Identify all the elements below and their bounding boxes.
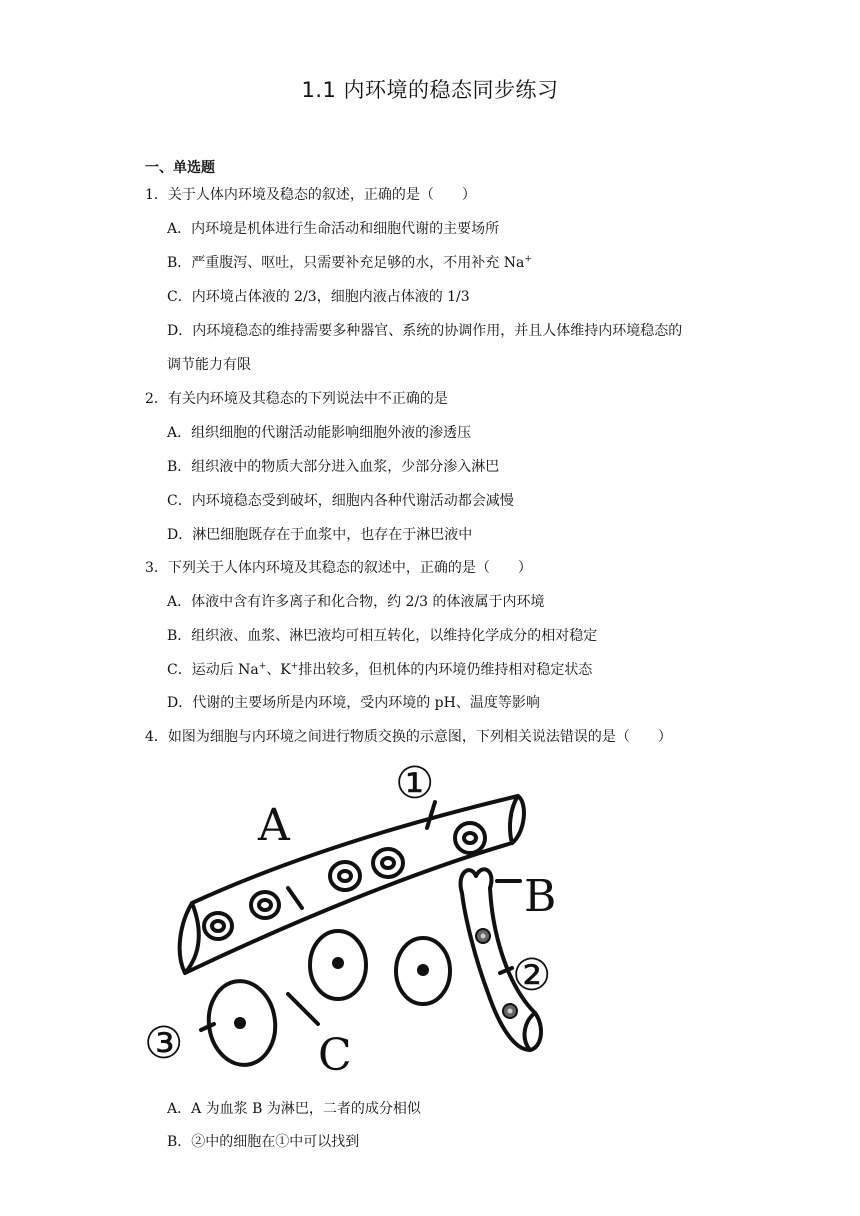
question-1-option-c: C．内环境占体液的 2/3，细胞内液占体液的 1/3 (167, 289, 470, 305)
label-a: A (258, 800, 290, 851)
label-three: ③ (144, 1018, 184, 1069)
label-b: B (524, 871, 557, 922)
question-3-stem: 3．下列关于人体内环境及其稳态的叙述中，正确的是（ ） (145, 560, 532, 576)
k-superscript: + (290, 661, 299, 672)
label-two: ② (512, 950, 552, 1001)
page-title: 1.1 内环境的稳态同步练习 (301, 78, 559, 102)
na-superscript: + (258, 661, 267, 672)
question-3-option-b: B．组织液、血浆、淋巴液均可相互转化，以维持化学成分的相对稳定 (167, 628, 598, 644)
label-c: C (318, 1030, 352, 1078)
question-1-option-d-continued: 调节能力有限 (167, 357, 251, 373)
cell-nucleus (332, 957, 344, 969)
cell-nucleus (234, 1017, 246, 1029)
question-3-option-c (167, 660, 592, 680)
question-2-option-b: B．组织液中的物质大部分进入血浆，少部分渗入淋巴 (167, 459, 500, 475)
question-4-option-a: A．A 为血浆 B 为淋巴，二者的成分相似 (167, 1101, 421, 1117)
question-3-option-d: D．代谢的主要场所是内环境，受内环境的 pH、温度等影响 (167, 695, 540, 711)
tissue-exchange-diagram (140, 758, 600, 1078)
question-3-option-a: A．体液中含有许多离子和化合物，约 2/3 的体液属于内环境 (167, 594, 545, 610)
question-1-option-d: D．内环境稳态的维持需要多种器官、系统的协调作用，并且人体维持内环境稳态的 (167, 323, 683, 339)
question-1-option-a: A．内环境是机体进行生命活动和细胞代谢的主要场所 (167, 221, 500, 237)
section-heading: 一、单选题 (145, 160, 215, 176)
option-c-text-3: 排出较多，但机体的内环境仍维持相对稳定状态 (298, 662, 593, 678)
question-4-option-b: B．②中的细胞在①中可以找到 (167, 1134, 360, 1150)
question-2-option-a: A．组织细胞的代谢活动能影响细胞外液的渗透压 (167, 425, 472, 441)
question-2-option-c: C．内环境稳态受到破坏，细胞内各种代谢活动都会减慢 (167, 493, 514, 509)
option-b-text: B．严重腹泻、呕吐，只需要补充足够的水，不用补充 Na (167, 255, 525, 271)
question-1-stem: 1．关于人体内环境及稳态的叙述，正确的是（ ） (145, 187, 476, 203)
question-4-stem: 4．如图为细胞与内环境之间进行物质交换的示意图，下列相关说法错误的是（ ） (145, 729, 672, 745)
lymph-vessel-end (525, 1013, 535, 1050)
cell-nucleus (417, 964, 429, 976)
question-1-option-b (167, 253, 532, 273)
option-c-text-1: C．运动后 Na (167, 662, 259, 678)
option-c-text-2: 、K (266, 662, 291, 678)
na-superscript: + (524, 254, 532, 265)
question-2-stem: 2．有关内环境及其稳态的下列说法中不正确的是 (145, 391, 448, 407)
label-one: ① (395, 758, 435, 809)
question-2-option-d: D．淋巴细胞既存在于血浆中，也存在于淋巴液中 (167, 527, 473, 543)
